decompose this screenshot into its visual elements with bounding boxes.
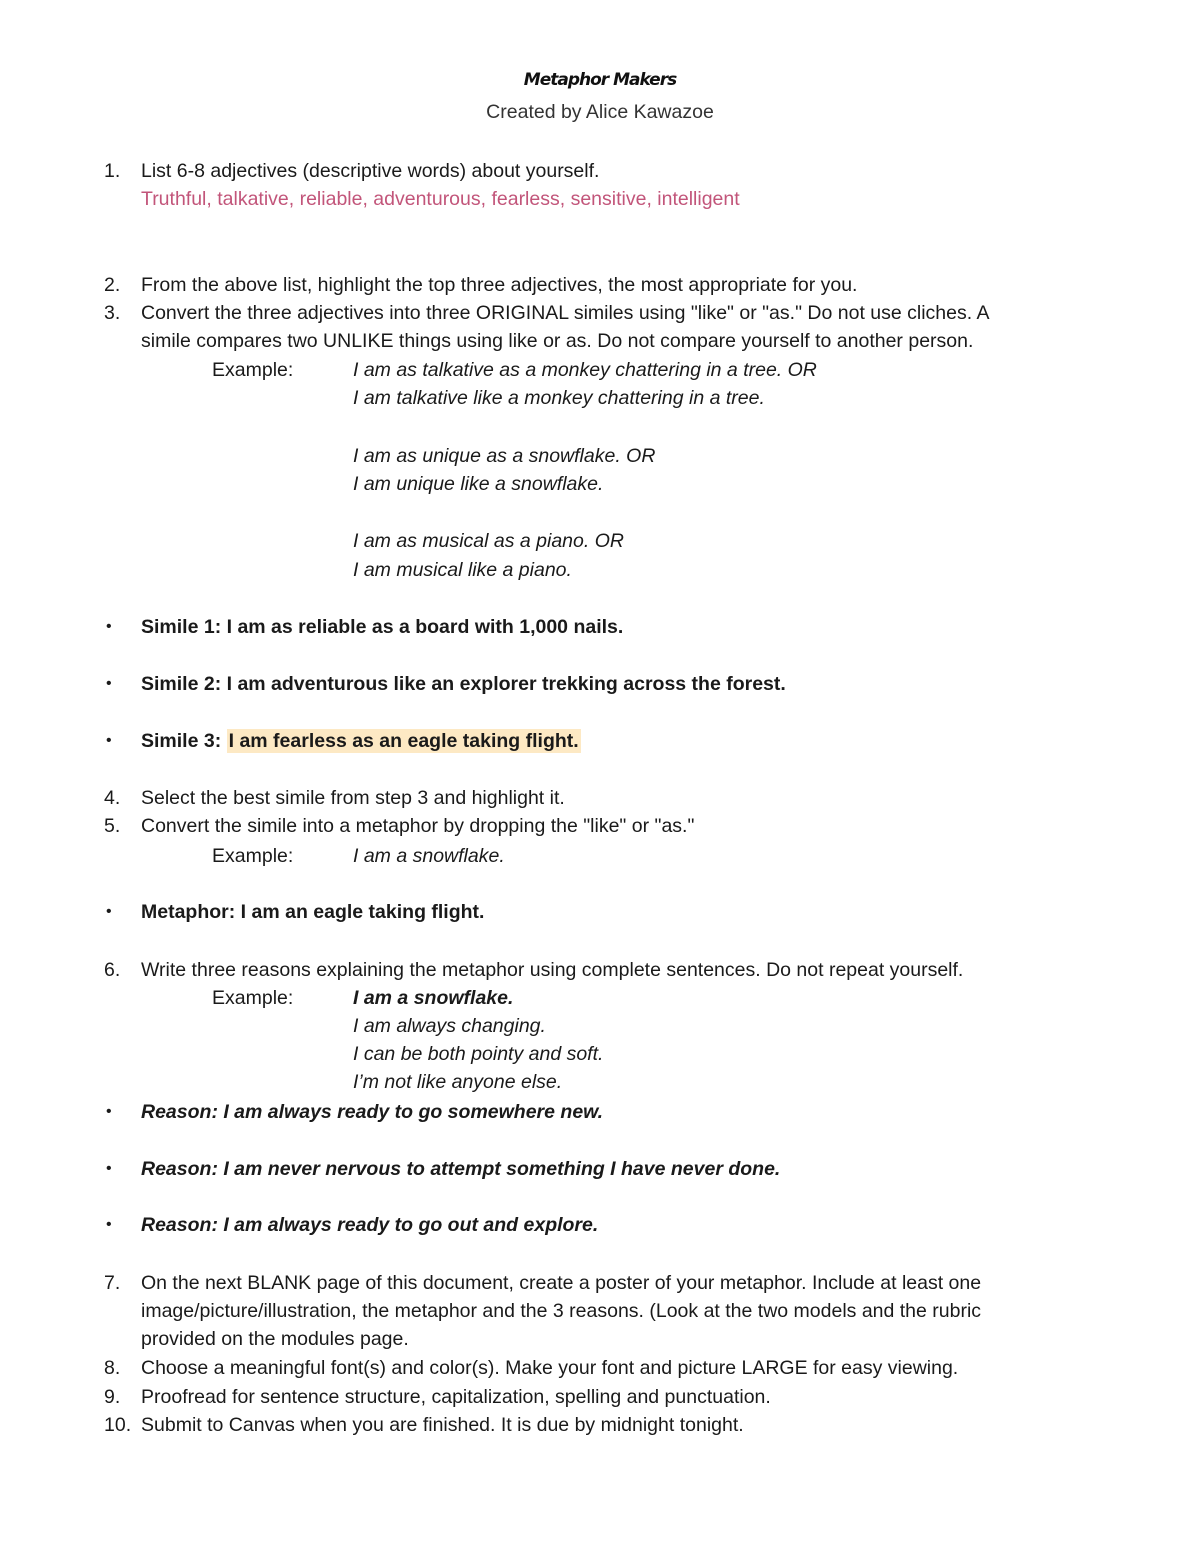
step-number: 1. [104,160,121,182]
step-6-text: Write three reasons explaining the metaphor using complete sentences. Do not repeat yourself. [141,959,964,981]
example-line: I can be both pointy and soft. [353,1043,604,1065]
example-heading: I am a snowflake. [353,987,514,1009]
reason-1: Reason: I am always ready to go somewhere new. [141,1101,604,1123]
example-line: I am talkative like a monkey chattering in a tree. [353,387,765,409]
example-line: I am musical like a piano. [353,559,572,581]
step-number: 2. [104,274,121,296]
step-number: 5. [104,815,121,837]
step-8-text: Choose a meaningful font(s) and color(s). Make your font and picture LARGE for easy viewing. [141,1357,959,1379]
highlighted-simile: I am fearless as an eagle taking flight. [228,730,579,752]
example-line: I am unique like a snowflake. [353,473,604,495]
bullet-icon: • [106,675,112,692]
step-4-text: Select the best simile from step 3 and highlight it. [141,787,565,809]
step-number: 8. [104,1357,121,1379]
step-3-text-line-1: Convert the three adjectives into three ORIGINAL similes using "like" or "as." Do not use cliches. A [141,302,990,324]
step-9-text: Proofread for sentence structure, capitalization, spelling and punctuation. [141,1386,771,1408]
step-number: 7. [104,1272,121,1294]
example-line: I am a snowflake. [353,845,505,867]
step-number: 9. [104,1386,121,1408]
step-number: 10. [104,1414,132,1436]
bullet-icon: • [106,903,112,920]
example-line: I am as unique as a snowflake. OR [353,445,656,467]
step-1-answer: Truthful, talkative, reliable, adventurous, fearless, sensitive, intelligent [141,188,740,210]
example-line: I am always changing. [353,1015,546,1037]
example-label: Example: [212,359,294,381]
step-number: 4. [104,787,121,809]
bullet-icon: • [106,1216,112,1233]
example-label: Example: [212,845,294,867]
step-7-text-line-3: provided on the modules page. [141,1328,409,1350]
document-subtitle: Created by Alice Kawazoe [486,101,714,123]
step-5-text: Convert the simile into a metaphor by dropping the "like" or "as." [141,815,695,837]
step-2-text: From the above list, highlight the top three adjectives, the most appropriate for you. [141,274,858,296]
example-line: I’m not like anyone else. [353,1071,563,1093]
reason-3: Reason: I am always ready to go out and explore. [141,1214,599,1236]
step-7-text-line-1: On the next BLANK page of this document, create a poster of your metaphor. Include at least one [141,1272,982,1294]
simile-1: Simile 1: I am as reliable as a board with 1,000 nails. [141,616,624,638]
example-line: I am as musical as a piano. OR [353,530,624,552]
example-label: Example: [212,987,294,1009]
step-7-text-line-2: image/picture/illustration, the metaphor and the 3 reasons. (Look at the two models and the rubric [141,1300,982,1322]
bullet-icon: • [106,732,112,749]
step-10-text: Submit to Canvas when you are finished. It is due by midnight tonight. [141,1414,744,1436]
reason-2: Reason: I am never nervous to attempt something I have never done. [141,1158,781,1180]
document-title: Metaphor Makers [523,70,677,90]
example-line: I am as talkative as a monkey chattering in a tree. OR [353,359,817,381]
bullet-icon: • [106,618,112,635]
metaphor-answer: Metaphor: I am an eagle taking flight. [141,901,485,923]
step-1-text: List 6-8 adjectives (descriptive words) about yourself. [141,160,600,182]
simile-3-label: Simile 3: [141,730,227,752]
bullet-icon: • [106,1160,112,1177]
simile-2: Simile 2: I am adventurous like an explorer trekking across the forest. [141,673,786,695]
step-number: 3. [104,302,121,324]
step-3-text-line-2: simile compares two UNLIKE things using like or as. Do not compare yourself to another person. [141,330,974,352]
simile-3 [141,728,581,754]
step-number: 6. [104,959,121,981]
bullet-icon: • [106,1103,112,1120]
